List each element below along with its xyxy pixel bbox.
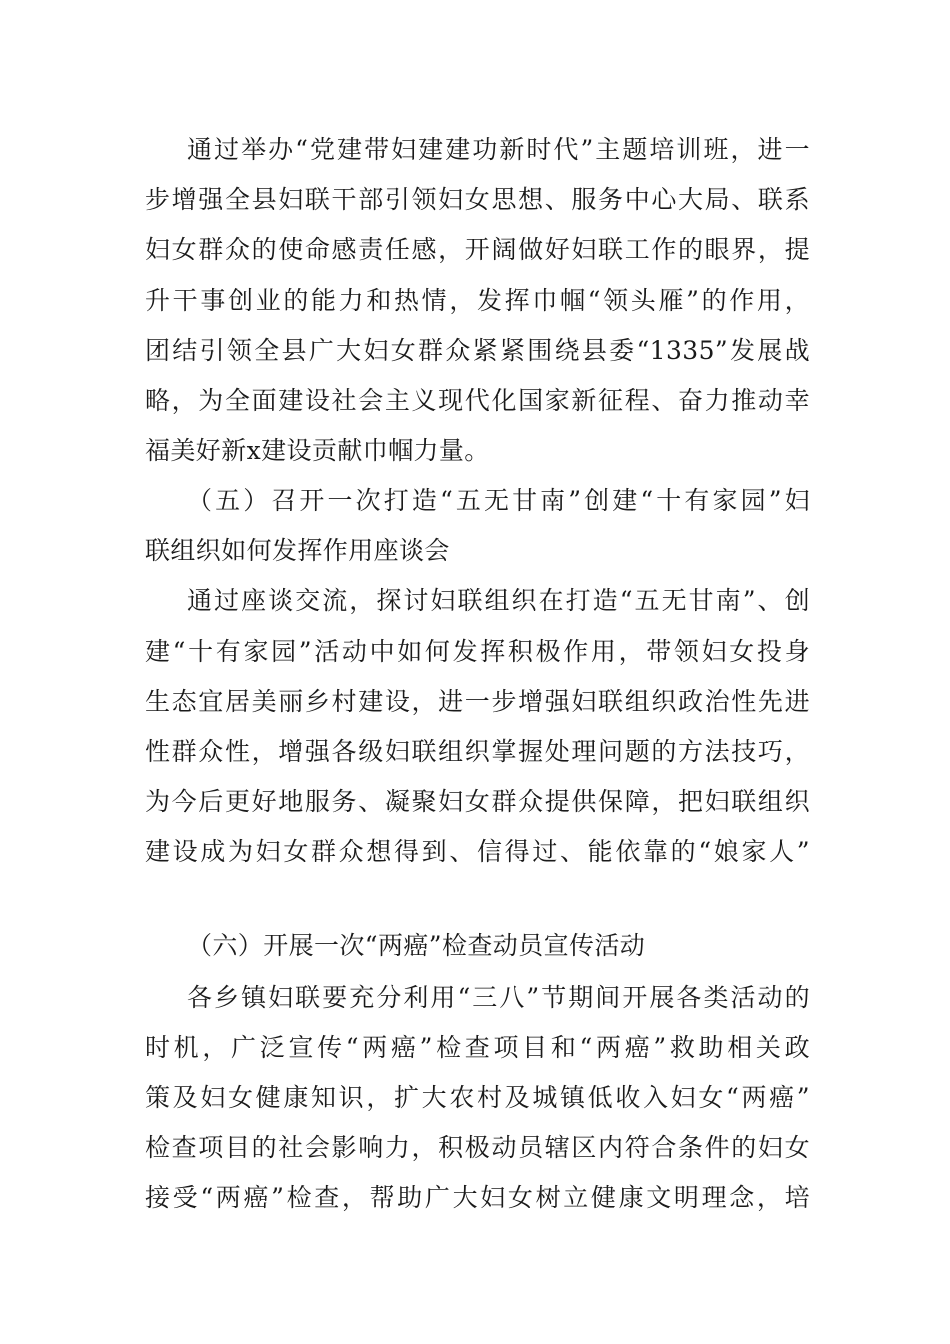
paragraph-line: 通过座谈交流，探讨妇联组织在打造“五无甘南”、创: [187, 586, 810, 615]
paragraph-line: 升干事创业的能力和热情，发挥巾帼“领头雁”的作用，: [145, 286, 810, 315]
paragraph-line: 检查项目的社会影响力，积极动员辖区内符合条件的妇女: [145, 1133, 810, 1162]
paragraph-line: 通过举办“党建带妇建建功新时代”主题培训班，进一: [187, 135, 810, 164]
paragraph-line: 团结引领全县广大妇女群众紧紧围绕县委“1335”发展战: [145, 336, 810, 365]
paragraph-line: 接受“两癌”检查，帮助广大妇女树立健康文明理念，培: [145, 1183, 810, 1212]
paragraph-line: 建设成为妇女群众想得到、信得过、能依靠的“娘家人”: [145, 837, 810, 866]
paragraph-line: 建“十有家园”活动中如何发挥积极作用，带领妇女投身: [145, 637, 810, 666]
paragraph-line: 妇女群众的使命感责任感，开阔做好妇联工作的眼界，提: [145, 235, 810, 264]
paragraph-line: 步增强全县妇联干部引领妇女思想、服务中心大局、联系: [145, 185, 810, 214]
paragraph-line: 时机，广泛宣传“两癌”检查项目和“两癌”救助相关政: [145, 1033, 810, 1062]
paragraph-line: 性群众性，增强各级妇联组织掌握处理问题的方法技巧，: [145, 737, 810, 766]
paragraph-line: 为今后更好地服务、凝聚妇女群众提供保障，把妇联组织: [145, 787, 810, 816]
paragraph-line: 生态宜居美丽乡村建设，进一步增强妇联组织政治性先进: [145, 687, 810, 716]
paragraph-line: 福美好新x建设贡献巾帼力量。: [145, 436, 490, 465]
section-heading-line: （五）召开一次打造“五无甘南”创建“十有家园”妇: [187, 486, 810, 515]
paragraph-line: 各乡镇妇联要充分利用“三八”节期间开展各类活动的: [187, 983, 810, 1012]
paragraph-line: 略，为全面建设社会主义现代化国家新征程、奋力推动幸: [145, 386, 810, 415]
paragraph-line: 策及妇女健康知识，扩大农村及城镇低收入妇女“两癌”: [145, 1083, 810, 1112]
section-heading-line: 联组织如何发挥作用座谈会: [145, 536, 450, 565]
section-heading-line: （六）开展一次“两癌”检查动员宣传活动: [187, 931, 646, 960]
